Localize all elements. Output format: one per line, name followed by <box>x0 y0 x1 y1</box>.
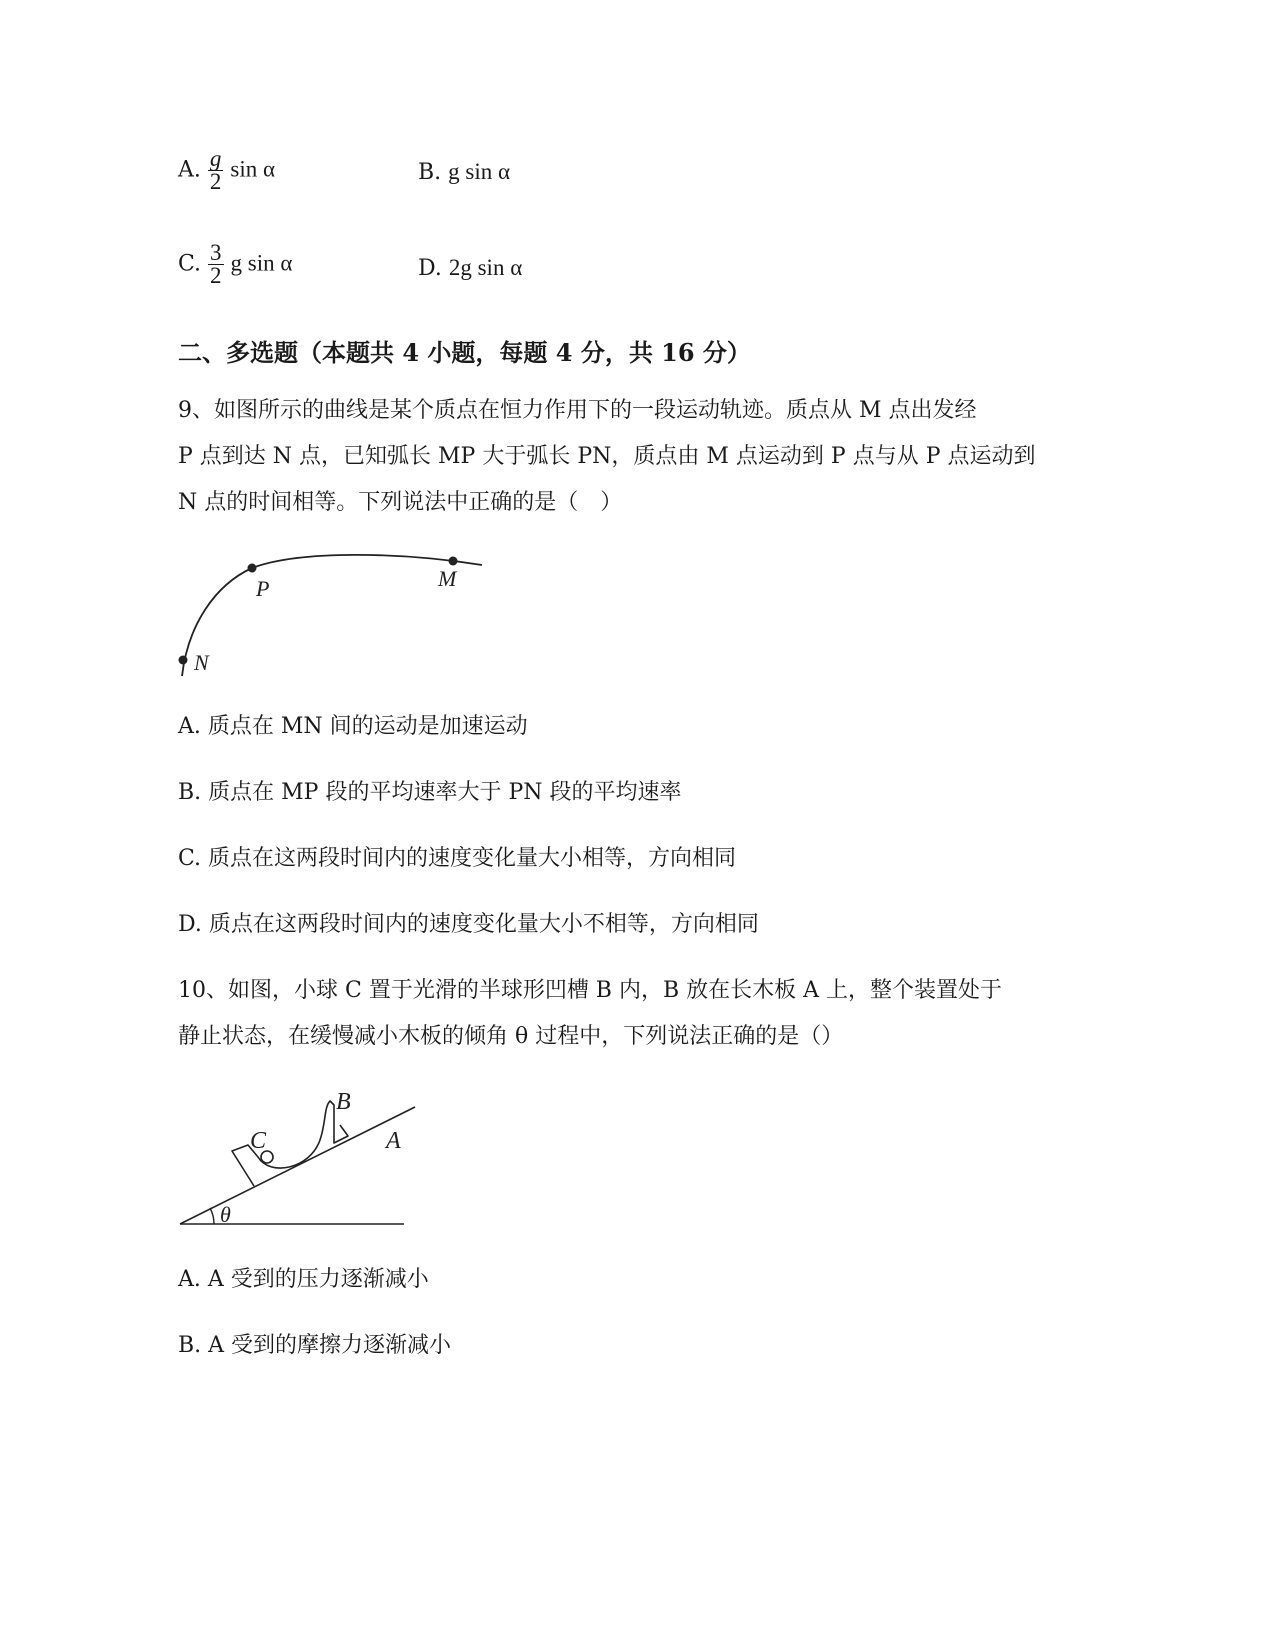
q10-option-b: B. A 受到的摩擦力逐渐减小 <box>178 1333 452 1358</box>
label-m: M <box>438 566 457 591</box>
q10-stem-line: 静止状态，在缓慢减小木板的倾角 θ 过程中，下列说法正确的是（） <box>178 1024 844 1049</box>
label-n: N <box>194 650 209 675</box>
option-expression: 2g sin α <box>448 255 523 280</box>
q9-stem-line: N 点的时间相等。下列说法中正确的是（ ） <box>178 490 623 515</box>
point-p-dot <box>248 564 257 573</box>
label-a: A <box>386 1128 401 1154</box>
option-expression: g sin α <box>448 159 511 184</box>
label-p: P <box>256 576 270 601</box>
angle-arc <box>210 1208 214 1224</box>
section-heading: 二、多选题（本题共 4 小题，每题 4 分，共 16 分） <box>178 338 751 367</box>
point-n-dot <box>179 656 188 665</box>
q9-option-c: C. 质点在这两段时间内的速度变化量大小相等，方向相同 <box>178 846 737 871</box>
option-label: B. <box>418 160 442 185</box>
fraction: $\frac{g}{2}$ <box>209 146 222 194</box>
q9-option-b: B. 质点在 MP 段的平均速率大于 PN 段的平均速率 <box>178 780 682 805</box>
q10-option-a: A. A 受到的压力逐渐减小 <box>178 1267 429 1292</box>
q9-option-a: A. 质点在 MN 间的运动是加速运动 <box>178 714 528 739</box>
fraction: $\frac{3}{2}$ <box>210 240 222 288</box>
label-c: C <box>250 1128 267 1154</box>
q8-option-a <box>178 148 275 193</box>
option-label: D. <box>418 256 442 281</box>
option-label: C. <box>178 251 202 277</box>
label-b: B <box>336 1089 351 1115</box>
q9-trajectory-figure <box>170 540 500 685</box>
q9-stem <box>178 388 1036 526</box>
q8-option-c <box>178 242 292 287</box>
option-expression: sin α <box>230 156 276 182</box>
q9-stem-line: 9、如图所示的曲线是某个质点在恒力作用下的一段运动轨迹。质点从 M 点出发经 <box>178 398 977 423</box>
option-label: A. <box>178 157 201 183</box>
q10-stem <box>178 968 1002 1060</box>
q8-option-d <box>418 256 522 281</box>
option-expression: g sin α <box>230 250 293 276</box>
q10-incline-figure <box>170 1085 430 1235</box>
q8-option-b <box>418 160 510 185</box>
q9-option-d: D. 质点在这两段时间内的速度变化量大小不相等，方向相同 <box>178 912 759 937</box>
trajectory-curve <box>182 555 482 676</box>
q9-stem-line: P 点到达 N 点，已知弧长 MP 大于弧长 PN，质点由 M 点运动到 P 点与从 P 点运动到 <box>178 444 1036 469</box>
q10-stem-line: 10、如图，小球 C 置于光滑的半球形凹槽 B 内，B 放在长木板 A 上，整个装置处于 <box>178 978 1003 1003</box>
label-theta: θ <box>220 1202 231 1227</box>
incline-board-a <box>180 1107 415 1224</box>
point-m-dot <box>449 557 458 566</box>
